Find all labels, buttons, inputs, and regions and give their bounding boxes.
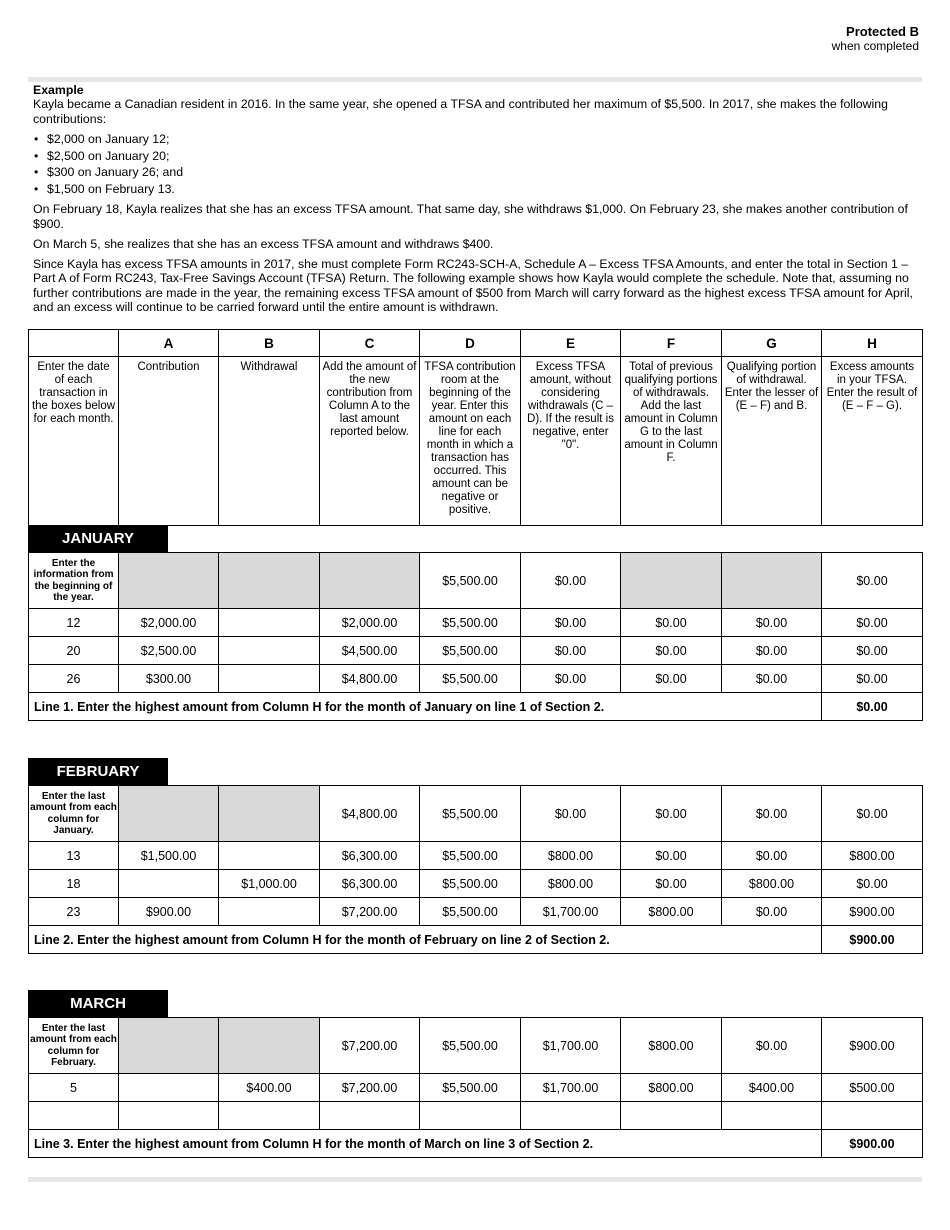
table-cell: $4,800.00 — [320, 665, 420, 693]
february-table — [28, 785, 923, 954]
column-letter: B — [219, 330, 320, 357]
example-section — [33, 83, 917, 320]
table-cell: $0.00 — [521, 786, 621, 842]
table-cell: $800.00 — [621, 1074, 722, 1102]
table-cell: $4,500.00 — [320, 637, 420, 665]
table-row — [29, 870, 923, 898]
line-3-instruction: Line 3. Enter the highest amount from Column H for the month of March on line 3 of Section 2. — [29, 1130, 822, 1158]
table-row — [29, 1018, 923, 1074]
column-description: Withdrawal — [219, 357, 320, 526]
table-cell: $4,800.00 — [320, 786, 420, 842]
column-letters-row — [29, 330, 923, 357]
line-1-value: $0.00 — [822, 693, 923, 721]
table-cell: $0.00 — [722, 786, 822, 842]
table-cell: 18 — [29, 870, 119, 898]
column-header-table — [28, 329, 923, 526]
table-cell — [119, 553, 219, 609]
column-description: Excess amounts in your TFSA. Enter the result of (E – F – G). — [822, 357, 923, 526]
table-row — [29, 842, 923, 870]
table-cell — [219, 1018, 320, 1074]
march-month-header: MARCH — [28, 990, 168, 1017]
when-completed-label: when completed — [831, 39, 919, 53]
table-cell: $0.00 — [822, 870, 923, 898]
example-paragraph-4: Since Kayla has excess TFSA amounts in 2017, she must complete Form RC243-SCH-A, Schedule A – Excess TFSA Amounts, and enter the total in Section 1 – Part A of Form RC243, Tax-Free Savings Account (TFSA) Return. The following example shows how Kayla would complete the schedule. Note that, assuming no further contributions are made in the year, the remaining excess TFSA amount of $500 from March will carry forward as the highest excess TFSA amount for April, and an excess will continue to be carried forward until the entire amount is withdrawn. — [33, 257, 913, 315]
column-description: Enter the date of each transaction in the boxes below for each month. — [29, 357, 119, 526]
table-cell: $800.00 — [521, 842, 621, 870]
table-cell: $5,500.00 — [420, 1074, 521, 1102]
column-letter: F — [621, 330, 722, 357]
table-cell: $0.00 — [822, 553, 923, 609]
table-cell: $300.00 — [119, 665, 219, 693]
table-cell: $6,300.00 — [320, 870, 420, 898]
table-cell: $2,000.00 — [320, 609, 420, 637]
table-cell: $0.00 — [621, 870, 722, 898]
table-cell: $1,500.00 — [119, 842, 219, 870]
example-intro: Kayla became a Canadian resident in 2016. In the same year, she opened a TFSA and contributed her maximum of $5,500. In 2017, she makes the following contributions: — [33, 97, 888, 126]
table-cell: $800.00 — [521, 870, 621, 898]
table-cell: $0.00 — [722, 665, 822, 693]
example-title: Example — [33, 83, 84, 97]
table-cell: $0.00 — [621, 665, 722, 693]
table-cell — [219, 609, 320, 637]
table-cell: $0.00 — [722, 1018, 822, 1074]
table-cell — [119, 1102, 219, 1130]
table-row — [29, 665, 923, 693]
table-cell: $5,500.00 — [420, 609, 521, 637]
column-description: Contribution — [119, 357, 219, 526]
bottom-divider — [28, 1177, 922, 1182]
table-cell — [219, 898, 320, 926]
table-cell: $2,000.00 — [119, 609, 219, 637]
row-label: Enter the information from the beginning of the year. — [29, 553, 119, 609]
list-item: • $300 on January 26; and — [33, 165, 917, 179]
table-cell: $0.00 — [822, 609, 923, 637]
list-item: • $1,500 on February 13. — [33, 182, 917, 196]
table-cell: $1,000.00 — [219, 870, 320, 898]
table-cell: $6,300.00 — [320, 842, 420, 870]
january-table — [28, 552, 923, 721]
table-cell: $5,500.00 — [420, 870, 521, 898]
column-description: Total of previous qualifying portions of withdrawals. Add the last amount in Column G to the last amount in Column F. — [621, 357, 722, 526]
example-paragraph-2: On February 18, Kayla realizes that she has an excess TFSA amount. That same day, she withdraws $1,000. On February 23, she makes another contribution of $900. — [33, 202, 908, 231]
example-paragraph-3: On March 5, she realizes that she has an excess TFSA amount and withdraws $400. — [33, 236, 494, 251]
january-month-header: JANUARY — [28, 525, 168, 552]
column-letter: G — [722, 330, 822, 357]
column-descriptions-row — [29, 357, 923, 526]
column-letter: C — [320, 330, 420, 357]
column-description: Add the amount of the new contribution from Column A to the last amount reported below. — [320, 357, 420, 526]
table-cell — [219, 786, 320, 842]
table-cell — [219, 637, 320, 665]
table-cell — [119, 1074, 219, 1102]
table-cell — [320, 553, 420, 609]
table-cell: $5,500.00 — [420, 786, 521, 842]
table-row — [29, 1102, 923, 1130]
table-cell: $400.00 — [219, 1074, 320, 1102]
table-cell: $7,200.00 — [320, 1018, 420, 1074]
table-cell: $900.00 — [119, 898, 219, 926]
table-row — [29, 1074, 923, 1102]
table-cell: $0.00 — [722, 637, 822, 665]
column-letter: A — [119, 330, 219, 357]
table-cell: $5,500.00 — [420, 637, 521, 665]
march-table — [28, 1017, 923, 1158]
protected-label: Protected B — [846, 24, 919, 39]
protected-b-header — [832, 25, 919, 53]
table-cell — [119, 870, 219, 898]
table-cell — [420, 1102, 521, 1130]
table-cell: $0.00 — [722, 609, 822, 637]
line-2-value: $900.00 — [822, 926, 923, 954]
table-cell: $900.00 — [822, 1018, 923, 1074]
table-row — [29, 609, 923, 637]
table-cell: $7,200.00 — [320, 1074, 420, 1102]
table-cell: $900.00 — [822, 898, 923, 926]
line-1-total-row — [29, 693, 923, 721]
table-cell: $0.00 — [521, 637, 621, 665]
table-cell — [521, 1102, 621, 1130]
list-item: • $2,000 on January 12; — [33, 132, 917, 146]
table-cell: $800.00 — [621, 898, 722, 926]
table-cell: 23 — [29, 898, 119, 926]
table-cell: $7,200.00 — [320, 898, 420, 926]
table-cell: $0.00 — [521, 553, 621, 609]
column-description: Qualifying portion of withdrawal. Enter the lesser of (E – F) and B. — [722, 357, 822, 526]
table-cell: 12 — [29, 609, 119, 637]
table-cell: $0.00 — [621, 842, 722, 870]
table-cell: $800.00 — [822, 842, 923, 870]
table-cell: $5,500.00 — [420, 1018, 521, 1074]
table-cell: $0.00 — [722, 898, 822, 926]
table-cell — [219, 842, 320, 870]
table-cell: $0.00 — [621, 637, 722, 665]
column-letter: H — [822, 330, 923, 357]
table-cell: $0.00 — [822, 637, 923, 665]
line-2-total-row — [29, 926, 923, 954]
table-cell: $1,700.00 — [521, 898, 621, 926]
table-cell — [29, 1102, 119, 1130]
table-cell: $0.00 — [822, 665, 923, 693]
line-2-instruction: Line 2. Enter the highest amount from Column H for the month of February on line 2 of Section 2. — [29, 926, 822, 954]
table-cell: $1,700.00 — [521, 1018, 621, 1074]
table-cell — [822, 1102, 923, 1130]
table-cell: $0.00 — [621, 609, 722, 637]
table-cell: $5,500.00 — [420, 553, 521, 609]
table-cell — [119, 786, 219, 842]
table-row — [29, 553, 923, 609]
top-divider — [28, 77, 922, 82]
table-cell: $0.00 — [621, 786, 722, 842]
table-row — [29, 786, 923, 842]
february-month-header: FEBRUARY — [28, 758, 168, 785]
table-cell: $800.00 — [722, 870, 822, 898]
table-cell: $0.00 — [521, 665, 621, 693]
table-cell: $0.00 — [822, 786, 923, 842]
column-letter: D — [420, 330, 521, 357]
table-cell: 13 — [29, 842, 119, 870]
table-cell: 20 — [29, 637, 119, 665]
table-cell: $2,500.00 — [119, 637, 219, 665]
table-row — [29, 637, 923, 665]
table-cell: 5 — [29, 1074, 119, 1102]
table-cell: $5,500.00 — [420, 842, 521, 870]
table-row — [29, 898, 923, 926]
row-label: Enter the last amount from each column for February. — [29, 1018, 119, 1074]
column-description: Excess TFSA amount, without considering withdrawals (C – D). If the result is negative, enter "0". — [521, 357, 621, 526]
contribution-list — [33, 132, 917, 196]
table-cell: 26 — [29, 665, 119, 693]
table-cell: $1,700.00 — [521, 1074, 621, 1102]
table-cell: $5,500.00 — [420, 898, 521, 926]
column-letter: E — [521, 330, 621, 357]
table-cell: $400.00 — [722, 1074, 822, 1102]
column-description: TFSA contribution room at the beginning of the year. Enter this amount on each line for each month in which a transaction has occurred. This amount can be negative or positive. — [420, 357, 521, 526]
line-1-instruction: Line 1. Enter the highest amount from Column H for the month of January on line 1 of Section 2. — [29, 693, 822, 721]
table-cell — [320, 1102, 420, 1130]
table-cell — [621, 1102, 722, 1130]
line-3-value: $900.00 — [822, 1130, 923, 1158]
table-cell — [621, 553, 722, 609]
line-3-total-row — [29, 1130, 923, 1158]
table-cell: $0.00 — [521, 609, 621, 637]
table-cell: $800.00 — [621, 1018, 722, 1074]
table-cell — [119, 1018, 219, 1074]
table-cell: $0.00 — [722, 842, 822, 870]
table-cell: $5,500.00 — [420, 665, 521, 693]
table-cell — [722, 1102, 822, 1130]
list-item: • $2,500 on January 20; — [33, 149, 917, 163]
table-cell — [219, 553, 320, 609]
table-cell — [722, 553, 822, 609]
column-letter — [29, 330, 119, 357]
table-cell — [219, 1102, 320, 1130]
table-cell — [219, 665, 320, 693]
table-cell: $500.00 — [822, 1074, 923, 1102]
row-label: Enter the last amount from each column for January. — [29, 786, 119, 842]
